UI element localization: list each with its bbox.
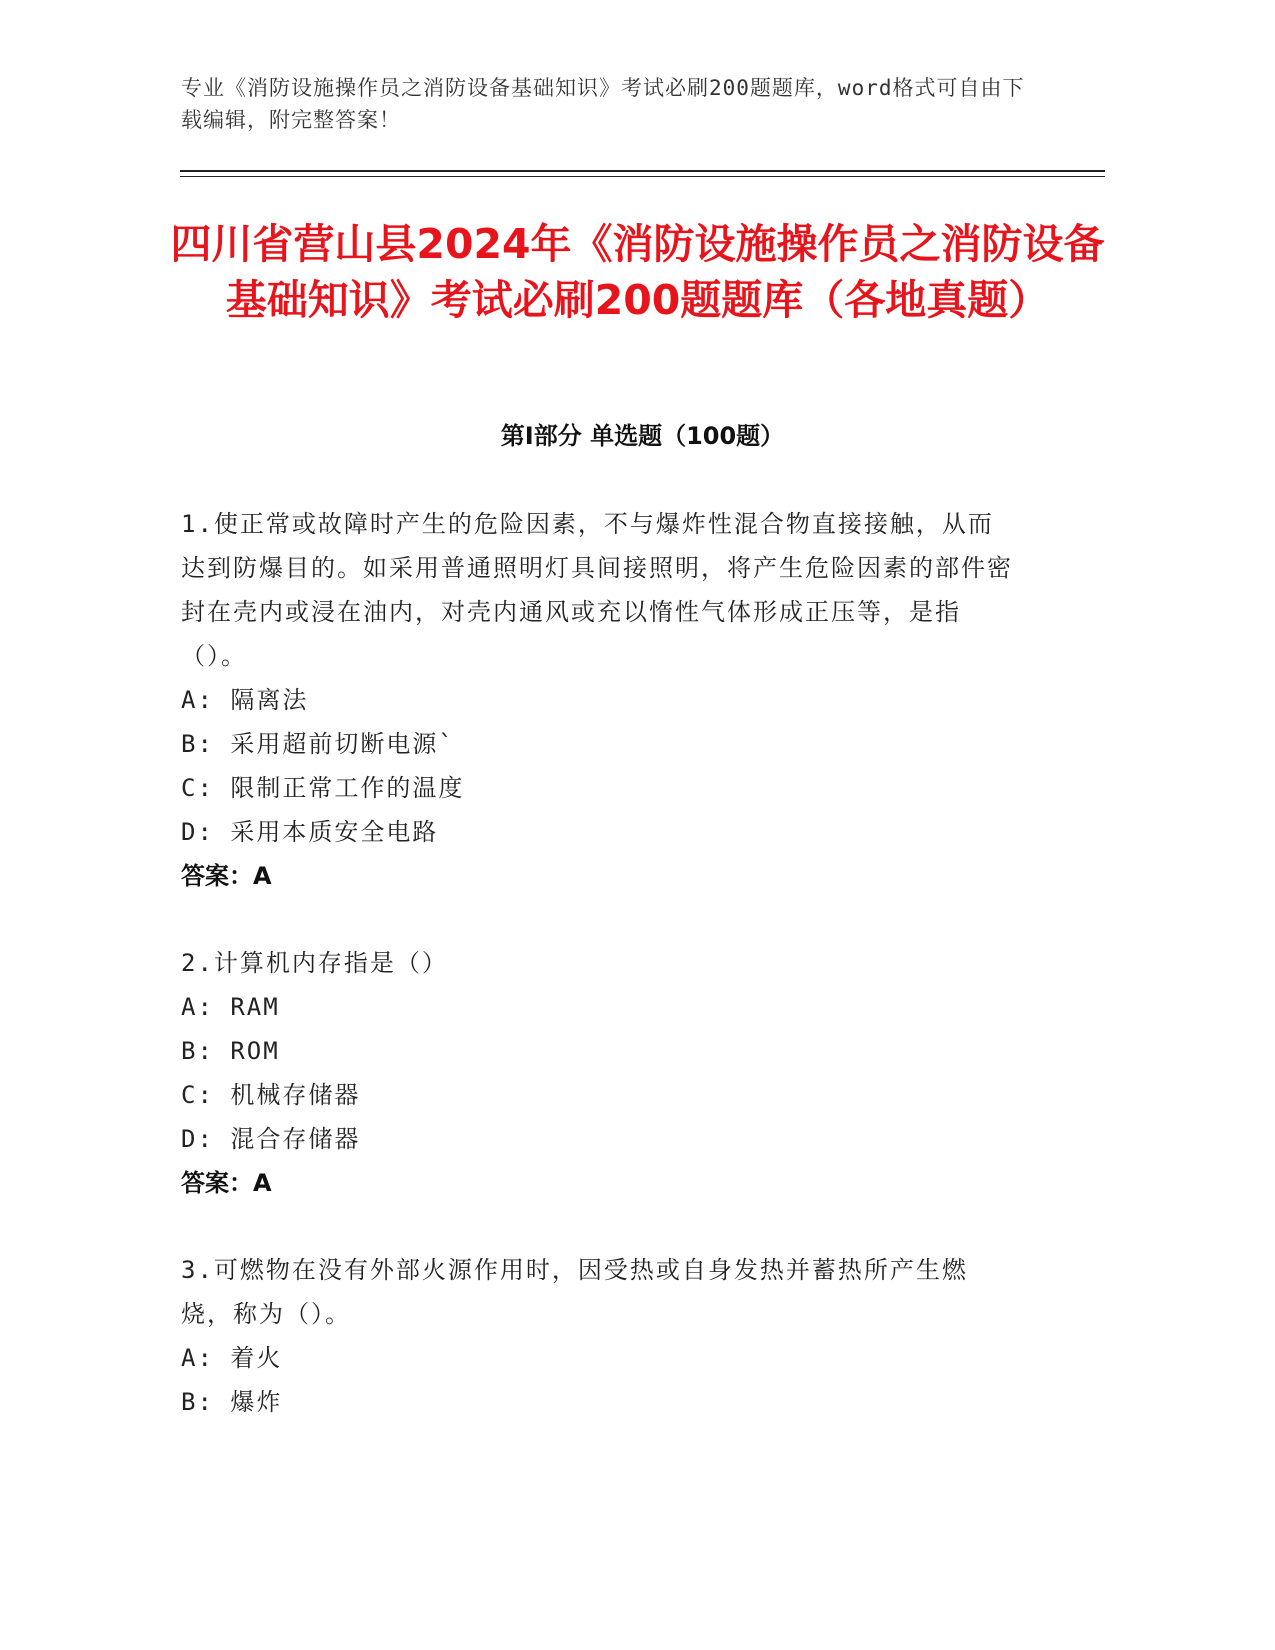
option-a: A: RAM [181,993,280,1021]
header-divider-thick [180,170,1105,172]
option-a: A: 隔离法 [181,686,309,714]
header-divider-thin [180,176,1105,177]
answer: 答案：A [181,1169,272,1197]
option-d: D: 混合存储器 [181,1125,361,1153]
question-1 [181,502,1016,898]
option-c: C: 机械存储器 [181,1081,361,1109]
option-c: C: 限制正常工作的温度 [181,774,465,802]
question-stem: 3.可燃物在没有外部火源作用时，因受热或自身发热并蓄热所产生燃烧，称为（）。 [181,1256,968,1328]
header-note: 专业《消防设施操作员之消防设备基础知识》考试必刷200题题库，word格式可自由下载编辑，附完整答案！ [181,76,1025,132]
document-title: 四川省营山县2024年《消防设施操作员之消防设备基础知识》考试必刷200题题库（各地真题） [170,220,1105,324]
option-b: B: 采用超前切断电源` [181,730,455,758]
question-stem: 1.使正常或故障时产生的危险因素，不与爆炸性混合物直接接触，从而达到防爆目的。如采用普通照明灯具间接照明，将产生危险因素的部件密封在壳内或浸在油内，对壳内通风或充以惰性气体形成正压等，是指（）。 [181,510,1013,670]
section-title: 第I部分 单选题（100题） [500,422,785,450]
answer: 答案：A [181,862,272,890]
question-list [181,502,1016,1467]
option-a: A: 着火 [181,1344,283,1372]
question-2 [181,941,1016,1205]
option-b: B: 爆炸 [181,1388,283,1416]
option-d: D: 采用本质安全电路 [181,818,439,846]
question-stem: 2.计算机内存指是（） [181,949,448,977]
option-b: B: ROM [181,1037,280,1065]
question-3 [181,1248,1016,1424]
